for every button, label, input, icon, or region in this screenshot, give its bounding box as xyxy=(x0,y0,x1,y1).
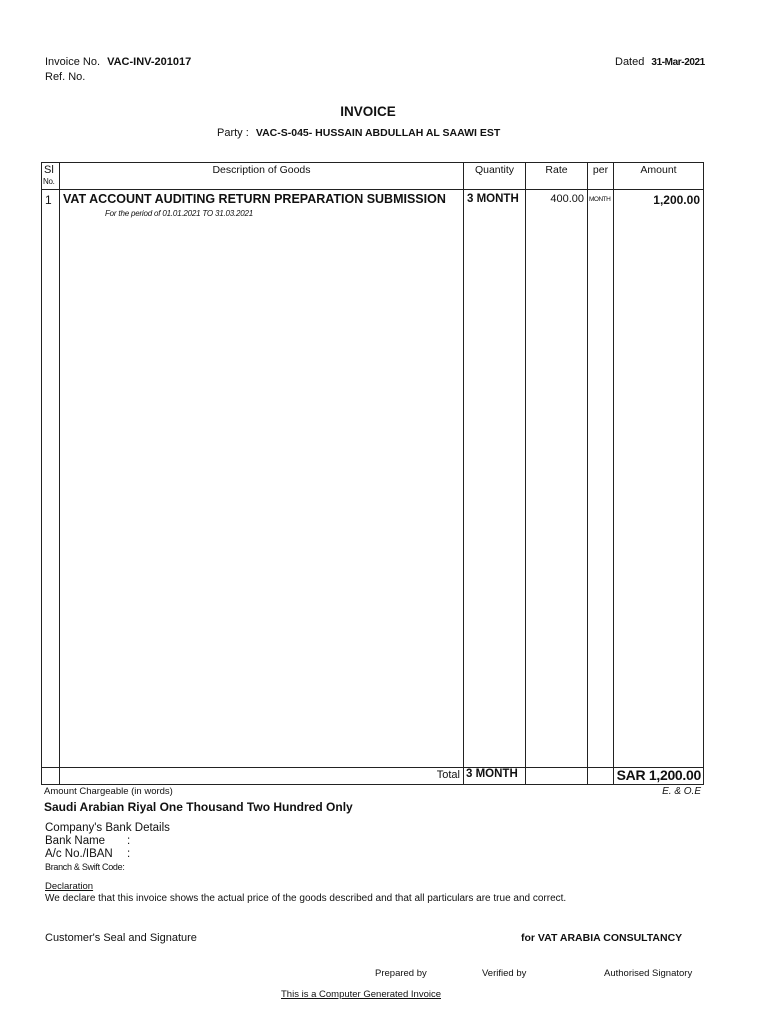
col-divider-quantity xyxy=(525,162,526,785)
col-header-rate: Rate xyxy=(545,164,568,176)
total-quantity: 3 MONTH xyxy=(466,768,518,780)
table-right-border xyxy=(703,162,704,785)
row-rate: 400.00 xyxy=(550,193,584,205)
col-header-per: per xyxy=(592,164,609,176)
row-sl: 1 xyxy=(45,193,52,207)
company-signature-label: for VAT ARABIA CONSULTANCY xyxy=(521,932,683,944)
bank-name-sep: : xyxy=(127,835,131,847)
col-header-sl: Sl xyxy=(44,164,54,176)
row-quantity: 3 MONTH xyxy=(467,193,519,205)
col-divider-per xyxy=(613,162,614,785)
table-total-divider xyxy=(41,767,704,768)
invoice-no-label: Invoice No. xyxy=(45,56,101,68)
col-divider-rate xyxy=(587,162,588,785)
iban-sep: : xyxy=(127,848,131,860)
table-top-border xyxy=(41,162,704,163)
iban-label: A/c No./IBAN xyxy=(45,848,113,860)
row-per: MONTH xyxy=(589,196,611,203)
declaration-text: We declare that this invoice shows the actual price of the goods described and that all particulars are true and correct. xyxy=(45,893,567,904)
col-divider-description xyxy=(463,162,464,785)
dated-value: 31-Mar-2021 xyxy=(651,57,705,68)
amount-words-label: Amount Chargeable (in words) xyxy=(44,786,173,797)
party-label: Party : xyxy=(217,127,249,139)
bank-details-title: Company's Bank Details xyxy=(45,822,170,834)
party-row xyxy=(217,127,500,139)
invoice-number-row xyxy=(45,56,191,68)
iban-row xyxy=(45,848,130,860)
col-header-amount: Amount xyxy=(640,164,677,176)
table-left-border xyxy=(41,162,42,785)
amount-words-value: Saudi Arabian Riyal One Thousand Two Hundred Only xyxy=(44,800,353,814)
total-amount: SAR 1,200.00 xyxy=(616,767,701,783)
eoe-note: E. & O.E xyxy=(662,786,701,797)
dated-label: Dated xyxy=(615,56,645,68)
declaration-title: Declaration xyxy=(45,881,94,892)
page-title: INVOICE xyxy=(340,104,396,119)
table-header-divider xyxy=(41,189,704,190)
col-header-sl-no: No. xyxy=(43,177,55,186)
col-header-quantity: Quantity xyxy=(474,164,515,176)
row-amount: 1,200.00 xyxy=(653,193,700,207)
total-label: Total xyxy=(436,769,460,781)
invoice-no-value: VAC-INV-201017 xyxy=(107,56,192,68)
row-sub-description: For the period of 01.01.2021 TO 31.03.2021 xyxy=(105,209,254,218)
col-divider-sl xyxy=(59,162,60,785)
dated-row xyxy=(615,56,705,68)
branch-swift-label: Branch & Swift Code: xyxy=(45,862,125,872)
col-header-description: Description of Goods xyxy=(212,164,311,176)
customer-signature-label: Customer's Seal and Signature xyxy=(45,932,197,944)
table-bottom-border xyxy=(41,784,704,785)
row-description: VAT ACCOUNT AUDITING RETURN PREPARATION SUBMISSION xyxy=(63,192,446,206)
authorised-signatory-label: Authorised Signatory xyxy=(604,968,693,979)
computer-generated-note: This is a Computer Generated Invoice xyxy=(281,989,441,1000)
party-value: VAC-S-045- HUSSAIN ABDULLAH AL SAAWI EST xyxy=(255,127,501,139)
ref-no-label: Ref. No. xyxy=(45,71,86,83)
bank-name-row xyxy=(45,835,130,847)
bank-name-label: Bank Name xyxy=(45,835,106,847)
verified-by-label: Verified by xyxy=(482,968,527,979)
prepared-by-label: Prepared by xyxy=(375,968,427,979)
